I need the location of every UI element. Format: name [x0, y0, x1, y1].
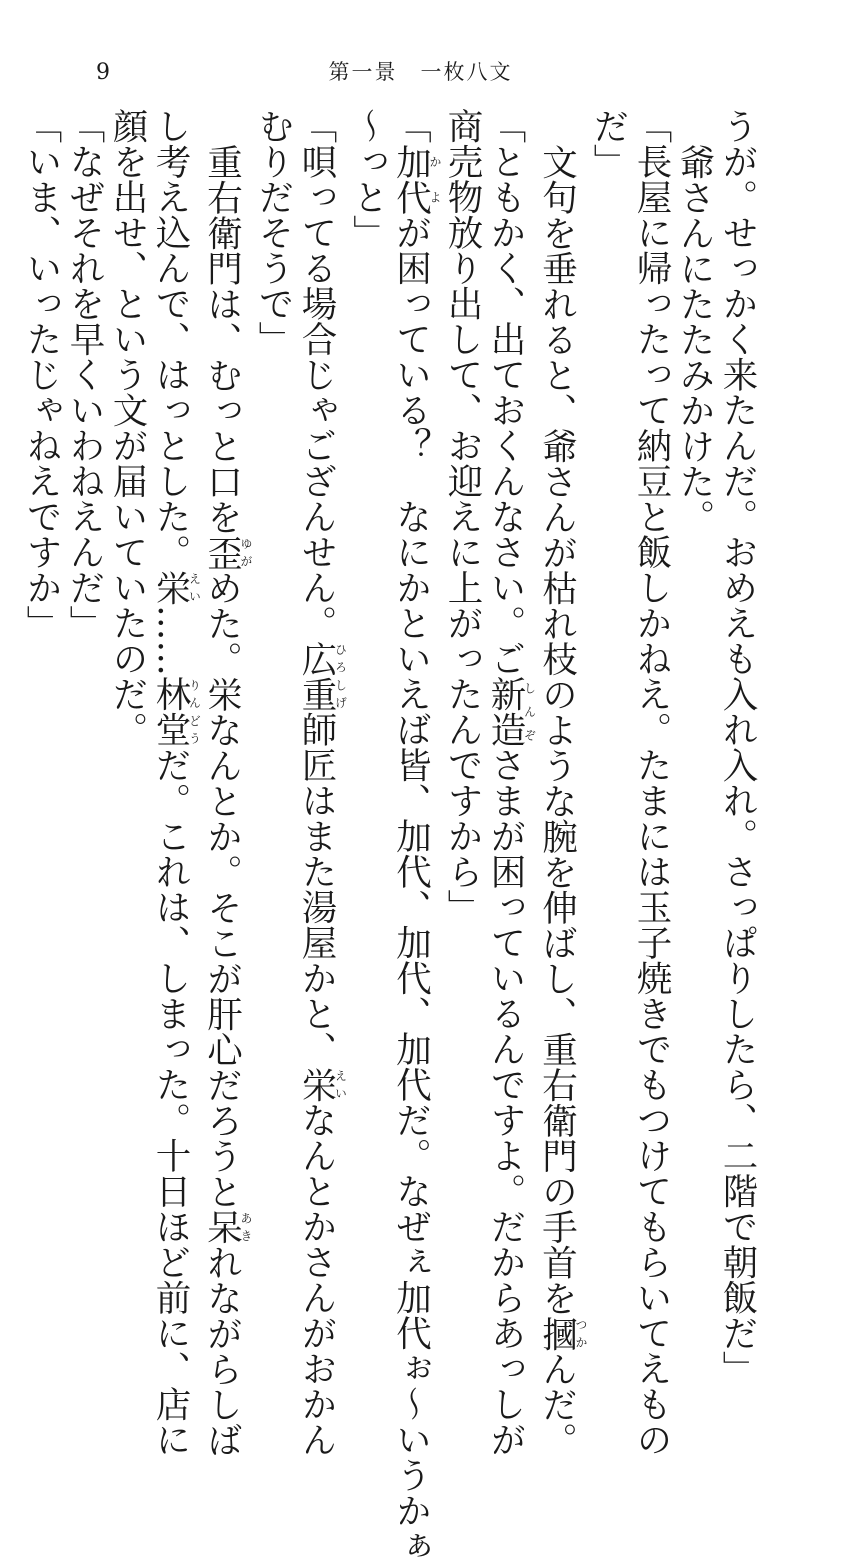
- ruby-annotation: 摑つか: [536, 1315, 588, 1351]
- text-column: ～っと」: [347, 108, 389, 250]
- text-column: 「唄ってる場合じゃござんせん。広重ひろしげ師匠はまた湯屋かと、栄えいなんとかさんがおかん: [296, 108, 348, 1457]
- text-column: 文句を垂れると、爺さんが枯れ枝のような腕を伸ばし、重右衛門の手首を摑つかんだ。: [536, 144, 588, 1458]
- ruby-annotation: 呆あき: [201, 1209, 253, 1245]
- text-column: 重右衛門は、むっと口を歪ゆがめた。栄なんとか。そこが肝心だろうと呆あきれながらしば: [201, 144, 253, 1458]
- text-column: 「加代かよが困っている？ なにかといえば皆、加代、加代、加代だ。なぜぇ加代ぉ～いうかぁ: [390, 108, 442, 1564]
- text-column: 「ともかく、出ておくんなさい。ご新造しんぞさまが困っているんですよ。だからあっしが: [485, 108, 537, 1457]
- text-column: 「長屋に帰ったって納豆と飯しかねえ。たまには玉子焼きでもつけてもらいてえもの: [631, 108, 672, 1457]
- page-number: 9: [96, 60, 110, 85]
- ruby-annotation: 新造しんぞ: [485, 676, 537, 747]
- ruby-annotation: 広重ひろしげ: [296, 640, 348, 712]
- ruby-annotation: 栄えい: [150, 569, 202, 605]
- text-column: うが。せっかく来たんだ。おめえも入れ入れ。さっぱりしたら、二階で朝飯だ」: [717, 108, 758, 1386]
- text-column: 「いま、いったじゃねえですか」: [21, 108, 62, 641]
- ruby-annotation: 林堂りんどう: [150, 676, 202, 747]
- text-column: だ」: [588, 108, 629, 179]
- body-text: [21, 108, 759, 1564]
- text-column: 顔を出せ、という文が届いていたのだ。: [107, 108, 148, 747]
- ruby-annotation: 栄えい: [296, 1066, 348, 1102]
- text-column: むりだそうで」: [253, 108, 294, 357]
- text-column: 「なぜそれを早くいわねえんだ」: [64, 108, 105, 641]
- text-column: 商売物放り出して、お迎えに上がったんですから」: [442, 108, 483, 925]
- ruby-annotation: 歪ゆが: [201, 534, 253, 570]
- text-column: 爺さんにたたみかけた。: [674, 144, 715, 535]
- running-head: 第一景 一枚八文: [328, 60, 513, 84]
- ruby-annotation: 加代かよ: [390, 143, 442, 215]
- text-column: し考え込んで、はっとした。栄えい……林堂りんどうだ。これは、しまった。十日ほど前に、店に: [150, 108, 202, 1457]
